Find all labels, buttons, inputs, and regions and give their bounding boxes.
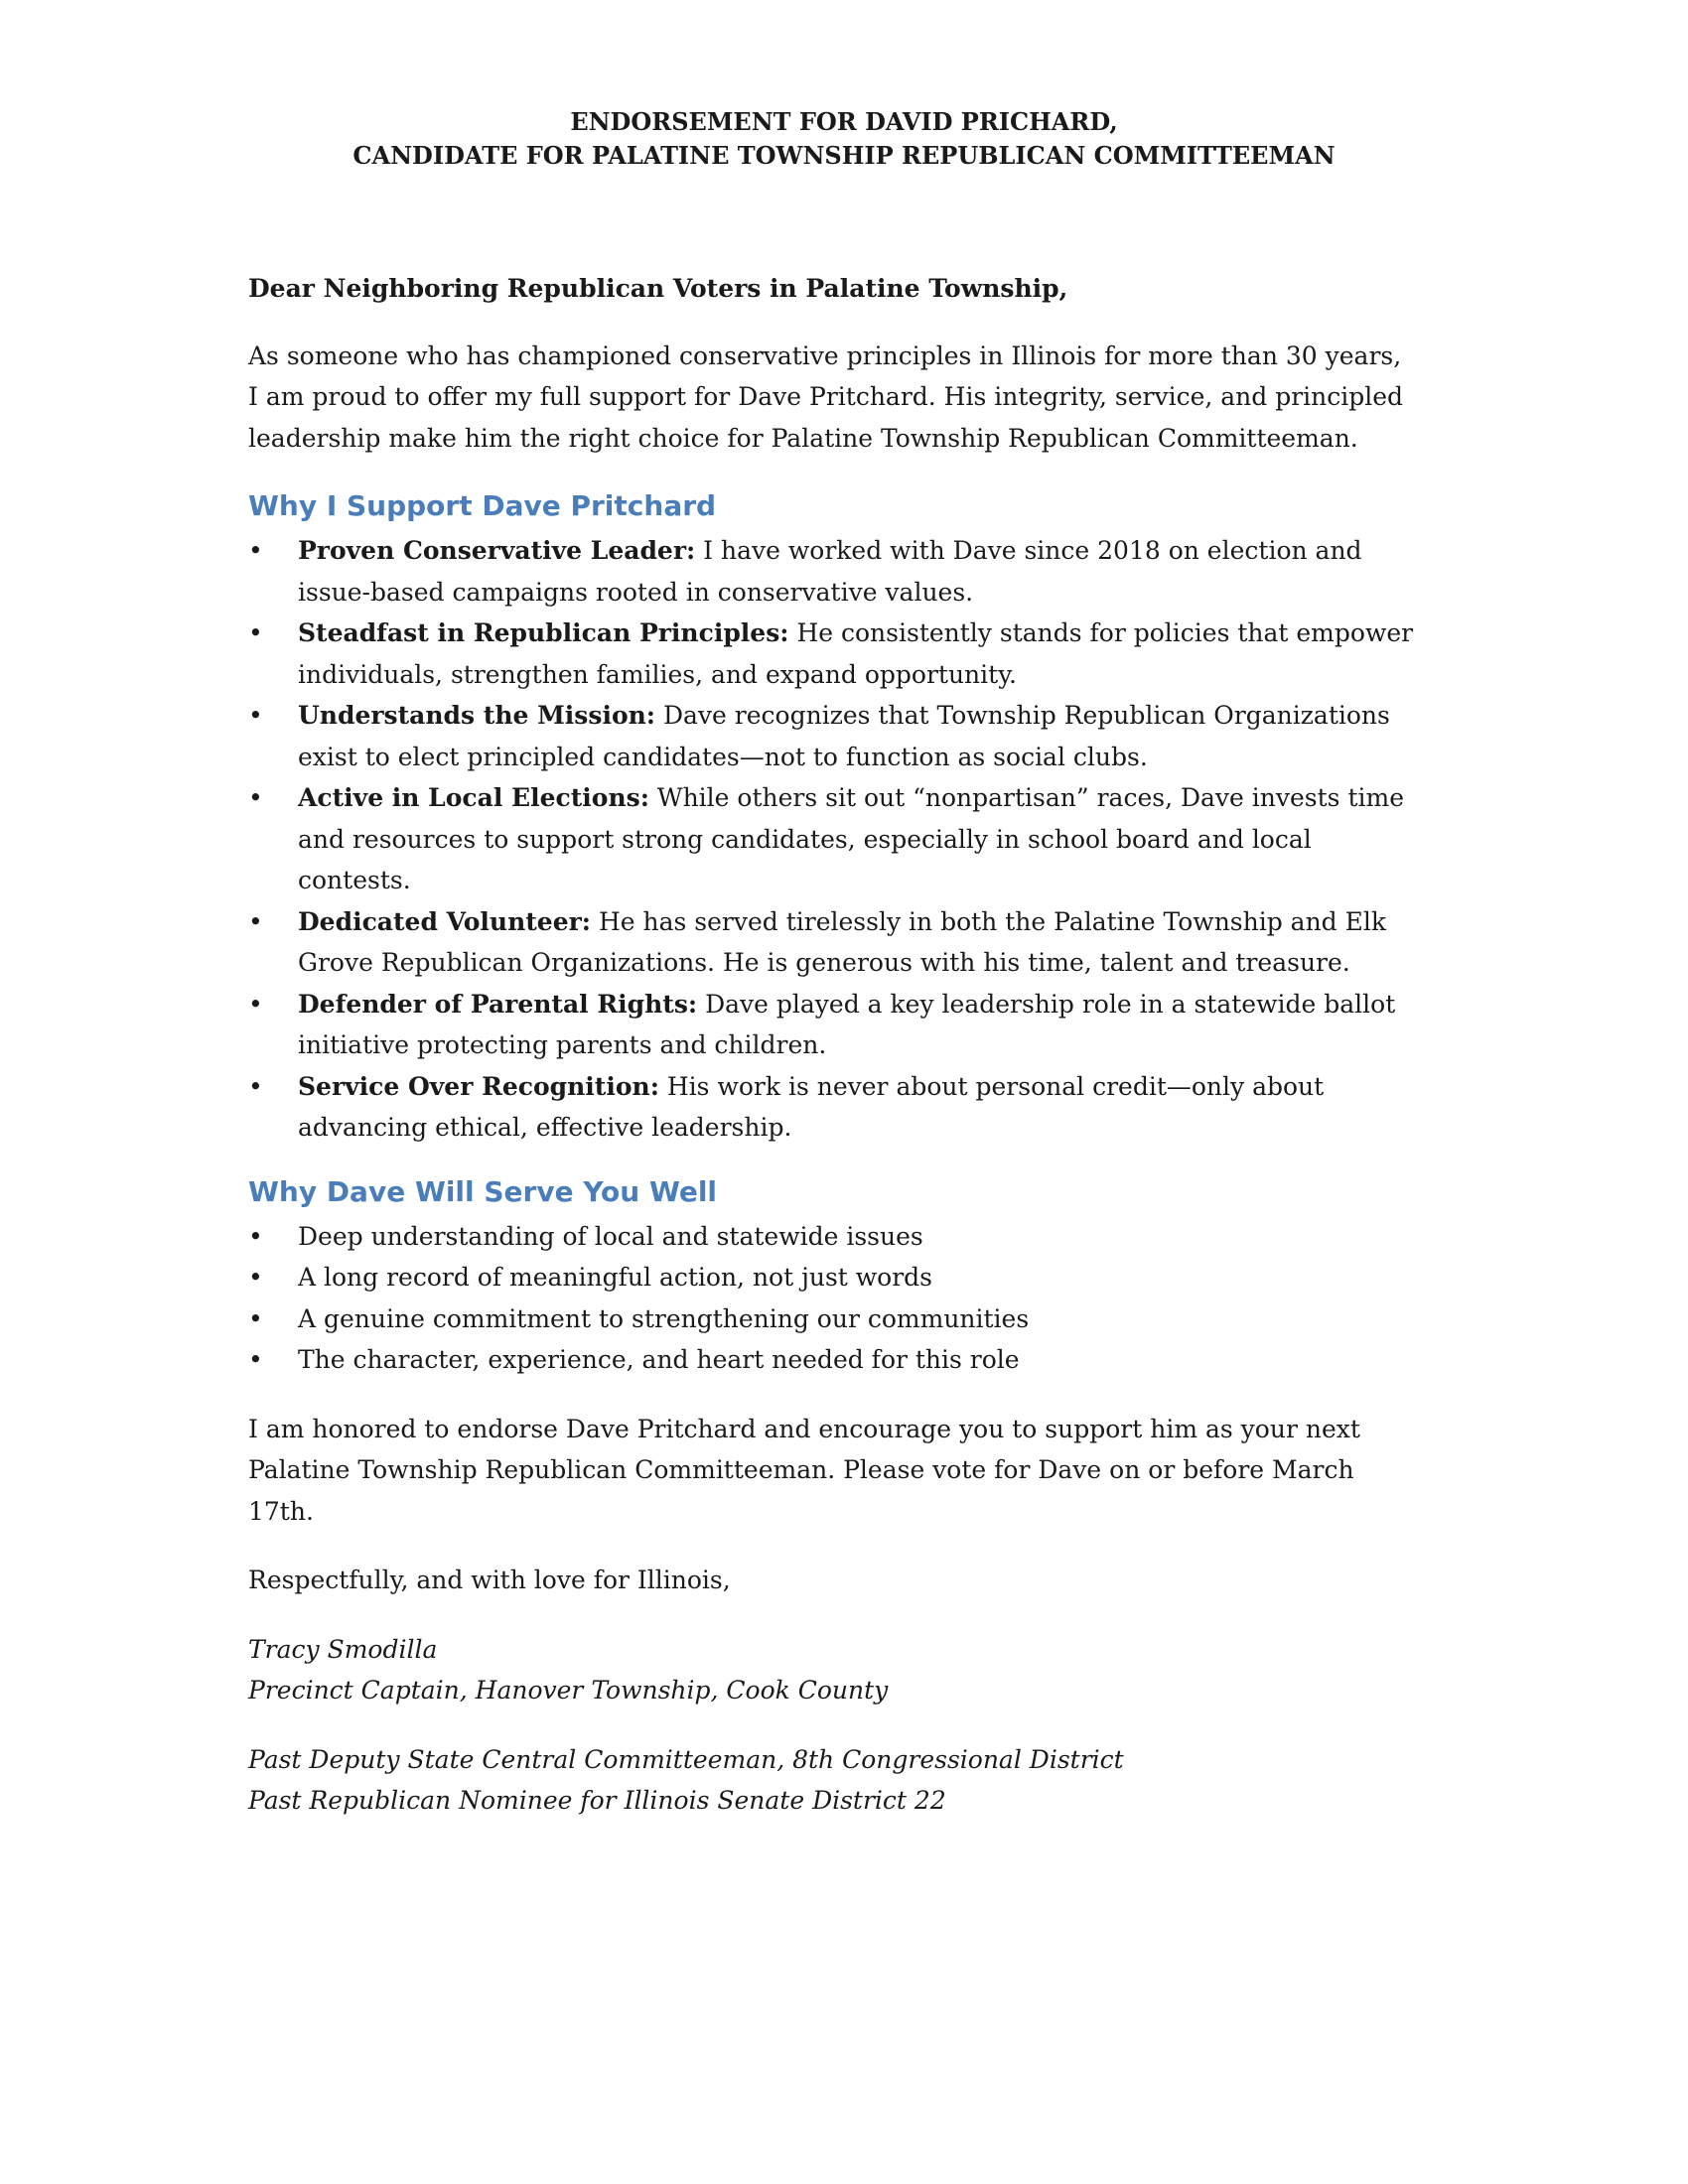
- list-item: [248, 1339, 1450, 1381]
- letter-body: [248, 268, 1450, 1822]
- bullet-icon: •: [248, 1345, 263, 1374]
- list-item: [248, 1216, 1450, 1258]
- item-text: and resources to support strong candidates, especially in school board and local: [298, 824, 1312, 854]
- closing-line: 17th.: [248, 1496, 314, 1526]
- item-text: contests.: [298, 866, 411, 894]
- item-text: Deep understanding of local and statewide issues: [298, 1221, 923, 1251]
- item-text: Dave played a key leadership role in a statewide ballot: [697, 989, 1396, 1019]
- item-label: Defender of Parental Rights:: [298, 989, 698, 1019]
- list-item: [248, 984, 1450, 1066]
- list-item: [248, 1298, 1450, 1340]
- item-text: individuals, strengthen families, and expand opportunity.: [298, 659, 1017, 689]
- bullet-icon: •: [248, 1303, 263, 1333]
- signer-role: Precinct Captain, Hanover Township, Cook County: [248, 1676, 889, 1705]
- list-item: [248, 613, 1450, 695]
- signature-block: [248, 1629, 1450, 1711]
- title-line-2: CANDIDATE FOR PALATINE TOWNSHIP REPUBLICAN COMMITTEEMAN: [352, 141, 1336, 170]
- support-list: [248, 530, 1450, 1149]
- item-text: He has served tirelessly in both the Palatine Township and Elk: [591, 906, 1387, 936]
- signer-role: Past Republican Nominee for Illinois Senate District 22: [248, 1786, 946, 1815]
- serve-list: [248, 1216, 1450, 1381]
- item-text: The character, experience, and heart needed for this role: [298, 1345, 1020, 1374]
- signer-past-roles: [248, 1739, 1450, 1822]
- serve-heading: Why Dave Will Serve You Well: [248, 1174, 718, 1208]
- item-text: His work is never about personal credit—only about: [658, 1071, 1325, 1101]
- item-label: Understands the Mission:: [298, 701, 656, 730]
- bullet-icon: •: [248, 536, 263, 565]
- signoff: Respectfully, and with love for Illinois,: [248, 1566, 731, 1594]
- intro-paragraph: [248, 336, 1450, 460]
- item-text: A genuine commitment to strengthening our communities: [298, 1303, 1030, 1333]
- item-text: A long record of meaningful action, not just words: [298, 1263, 933, 1292]
- intro-line: leadership make him the right choice for Palatine Township Republican Committeeman.: [248, 423, 1358, 453]
- item-label: Steadfast in Republican Principles:: [298, 618, 789, 647]
- item-label: Active in Local Elections:: [298, 783, 649, 812]
- list-item: [248, 530, 1450, 613]
- list-item: [248, 777, 1450, 901]
- bullet-icon: •: [248, 1263, 263, 1292]
- item-label: Proven Conservative Leader:: [298, 536, 696, 565]
- bullet-icon: •: [248, 989, 263, 1019]
- list-item: [248, 1257, 1450, 1298]
- signer-name: Tracy Smodilla: [248, 1634, 438, 1664]
- bullet-icon: •: [248, 1221, 263, 1251]
- bullet-icon: •: [248, 1071, 263, 1101]
- bullet-icon: •: [248, 906, 263, 936]
- title-line-1: ENDORSEMENT FOR DAVID PRICHARD,: [570, 107, 1118, 136]
- item-text: advancing ethical, effective leadership.: [298, 1113, 792, 1142]
- closing-paragraph: [248, 1409, 1450, 1533]
- intro-line: As someone who has championed conservative principles in Illinois for more than 30 years,: [248, 341, 1402, 370]
- list-item: [248, 901, 1450, 984]
- bullet-icon: •: [248, 783, 263, 812]
- item-text: Dave recognizes that Township Republican Organizations: [655, 701, 1390, 730]
- item-text: exist to elect principled candidates—not to function as social clubs.: [298, 742, 1148, 771]
- item-text: While others sit out “nonpartisan” races, Dave invests time: [648, 783, 1404, 812]
- bullet-icon: •: [248, 618, 263, 647]
- intro-line: I am proud to offer my full support for Dave Pritchard. His integrity, service, and principled: [248, 382, 1404, 411]
- list-item: [248, 695, 1450, 777]
- item-text: He consistently stands for policies that empower: [788, 618, 1414, 647]
- document-title: [0, 105, 1688, 173]
- salutation: Dear Neighboring Republican Voters in Palatine Township,: [248, 274, 1068, 303]
- item-label: Dedicated Volunteer:: [298, 906, 592, 936]
- bullet-icon: •: [248, 701, 263, 730]
- signer-role: Past Deputy State Central Committeeman, 8th Congressional District: [248, 1744, 1124, 1774]
- item-label: Service Over Recognition:: [298, 1071, 659, 1101]
- item-text: Grove Republican Organizations. He is generous with his time, talent and treasure.: [298, 948, 1350, 977]
- support-heading: Why I Support Dave Pritchard: [248, 489, 717, 522]
- closing-line: I am honored to endorse Dave Pritchard and encourage you to support him as your next: [248, 1414, 1360, 1443]
- item-text: issue-based campaigns rooted in conservative values.: [298, 577, 974, 607]
- item-text: I have worked with Dave since 2018 on election and: [695, 536, 1362, 565]
- list-item: [248, 1066, 1450, 1149]
- closing-line: Palatine Township Republican Committeeman. Please vote for Dave on or before March: [248, 1455, 1354, 1484]
- item-text: initiative protecting parents and children.: [298, 1030, 827, 1059]
